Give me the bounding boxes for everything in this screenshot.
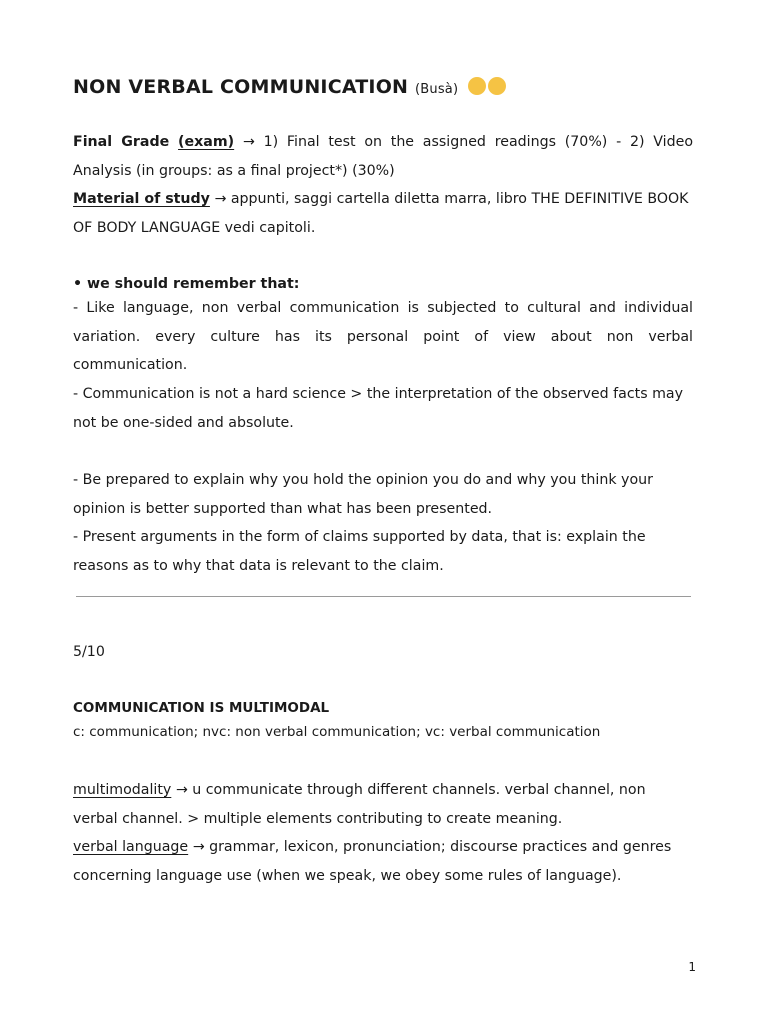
final-grade-paragraph — [73, 128, 693, 185]
lesson-date: 5/10 — [73, 644, 105, 660]
verbal-language-paragraph — [73, 833, 693, 890]
material-text: → appunti, saggi cartella diletta marra, libro THE DEFINITIVE BOOK OF BODY LANGUAGE vedi capitoli. — [73, 191, 689, 236]
divider — [76, 596, 691, 597]
remember-point-3: - Be prepared to explain why you hold the opinion you do and why you think your opinion is better supported than what has been presented. — [73, 472, 653, 517]
multimodality-text: → u communicate through different channels. verbal channel, non verbal channel. > multiple elements contributing to create meaning. — [73, 782, 646, 827]
material-paragraph — [73, 185, 693, 242]
final-grade-label: Final Grade — [73, 134, 170, 150]
verbal-language-term: verbal language — [73, 839, 189, 855]
thumbs-up-icon — [468, 77, 486, 95]
multimodality-paragraph — [73, 776, 693, 833]
title-subtitle: (Busà) — [415, 82, 459, 97]
section-heading: COMMUNICATION IS MULTIMODAL — [73, 700, 330, 716]
page-title — [73, 72, 506, 105]
title-main: NON VERBAL COMMUNICATION — [73, 76, 409, 98]
verbal-language-text: → grammar, lexicon, pronunciation; discourse practices and genres concerning language use (when we speak, we obey some rules of language). — [73, 839, 672, 884]
exam-label: (exam) — [178, 134, 235, 150]
material-label: Material of study — [73, 191, 210, 207]
abbreviations-line: c: communication; nvc: non verbal communication; vc: verbal communication — [73, 724, 601, 740]
page-number: 1 — [688, 960, 696, 974]
remember-heading: • we should remember that: — [73, 276, 300, 292]
multimodality-term: multimodality — [73, 782, 172, 798]
ok-hand-icon — [488, 77, 506, 95]
remember-point-2: - Communication is not a hard science > the interpretation of the observed facts may not be one-sided and absolute. — [73, 386, 683, 431]
remember-point-4: - Present arguments in the form of claims supported by data, that is: explain the reasons as to why that data is relevant to the claim. — [73, 529, 646, 574]
final-grade-text: → 1) Final test on the assigned readings (70%) - 2) Video Analysis (in groups: as a final project*) (30%) — [73, 134, 694, 179]
remember-point-1: - Like language, non verbal communication is subjected to cultural and individual variation. every culture has its personal point of view about non verbal communication. — [73, 300, 693, 373]
